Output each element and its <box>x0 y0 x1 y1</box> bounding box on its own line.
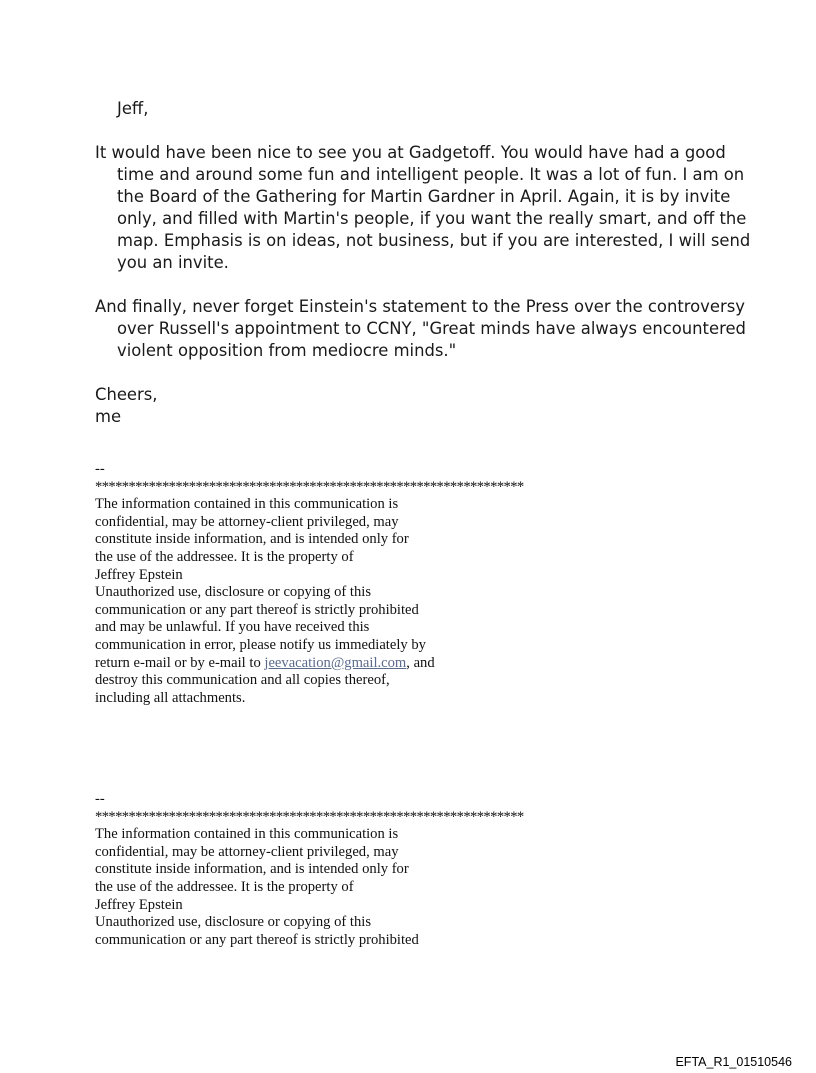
disclaimer-line: communication or any part thereof is strictly prohibited <box>95 931 419 948</box>
email-paragraph-gathering: It would have been nice to see you at Gadgetoff. You would have had a good time and around some fun and intelligent people. It was a lot of fun. I am on the Board of the Gathering for Martin Gardner in April. Again, it is by invite only, and filled with Martin's people, if you want the really smart, and off the map. Emphasis is on ideas, not business, but if you are interested, I will send you an invite. <box>95 143 751 272</box>
disclaimer-line: Jeffrey Epstein <box>95 566 183 583</box>
disclaimer-line: communication in error, please notify us immediately by <box>95 636 426 653</box>
disclaimer-line: confidential, may be attorney-client privileged, may <box>95 513 399 530</box>
disclaimer-line: constitute inside information, and is intended only for <box>95 861 409 878</box>
disclaimer-line: the use of the addressee. It is the property of <box>95 548 354 565</box>
disclaimer-email-line <box>95 655 595 673</box>
disclaimer-line: the use of the addressee. It is the property of <box>95 878 354 895</box>
disclaimer-line: constitute inside information, and is intended only for <box>95 531 409 548</box>
star-divider: **************************************************************** <box>95 808 524 825</box>
disclaimer-line: The information contained in this communication is <box>95 496 399 513</box>
disclaimer-line: confidential, may be attorney-client privileged, may <box>95 843 399 860</box>
disclaimer-line: The information contained in this communication is <box>95 826 399 843</box>
document-id-stamp: EFTA_R1_01510546 <box>675 1055 792 1069</box>
email-greeting: Jeff, <box>117 99 149 118</box>
email-paragraph-einstein: And finally, never forget Einstein's statement to the Press over the controversy over Russell's appointment to CCNY, "Great minds have always encountered violent opposition from mediocre minds." <box>95 297 746 360</box>
disclaimer-line: Unauthorized use, disclosure or copying of this <box>95 914 372 931</box>
confidentiality-disclaimer-1 <box>95 461 595 707</box>
email-body <box>95 98 755 428</box>
email-line-prefix: return e-mail or by e-mail to <box>95 654 265 671</box>
disclaimer-line: and may be unlawful. If you have received this <box>95 619 370 636</box>
disclaimer-line: destroy this communication and all copies thereof, <box>95 672 390 689</box>
email-link[interactable]: jeevacation@gmail.com <box>264 654 407 671</box>
email-signoff <box>95 384 755 428</box>
signature-text: me <box>95 407 122 426</box>
signoff-text: Cheers, <box>95 385 158 404</box>
signature-separator: -- <box>95 791 105 807</box>
disclaimer-line: communication or any part thereof is strictly prohibited <box>95 601 419 618</box>
disclaimer-line: Jeffrey Epstein <box>95 896 183 913</box>
email-line-suffix: , and <box>406 654 435 671</box>
star-divider: **************************************************************** <box>95 478 524 495</box>
confidentiality-disclaimer-2 <box>95 791 595 949</box>
disclaimer-line: including all attachments. <box>95 689 246 706</box>
disclaimer-line: Unauthorized use, disclosure or copying of this <box>95 584 372 601</box>
signature-separator: -- <box>95 461 105 477</box>
